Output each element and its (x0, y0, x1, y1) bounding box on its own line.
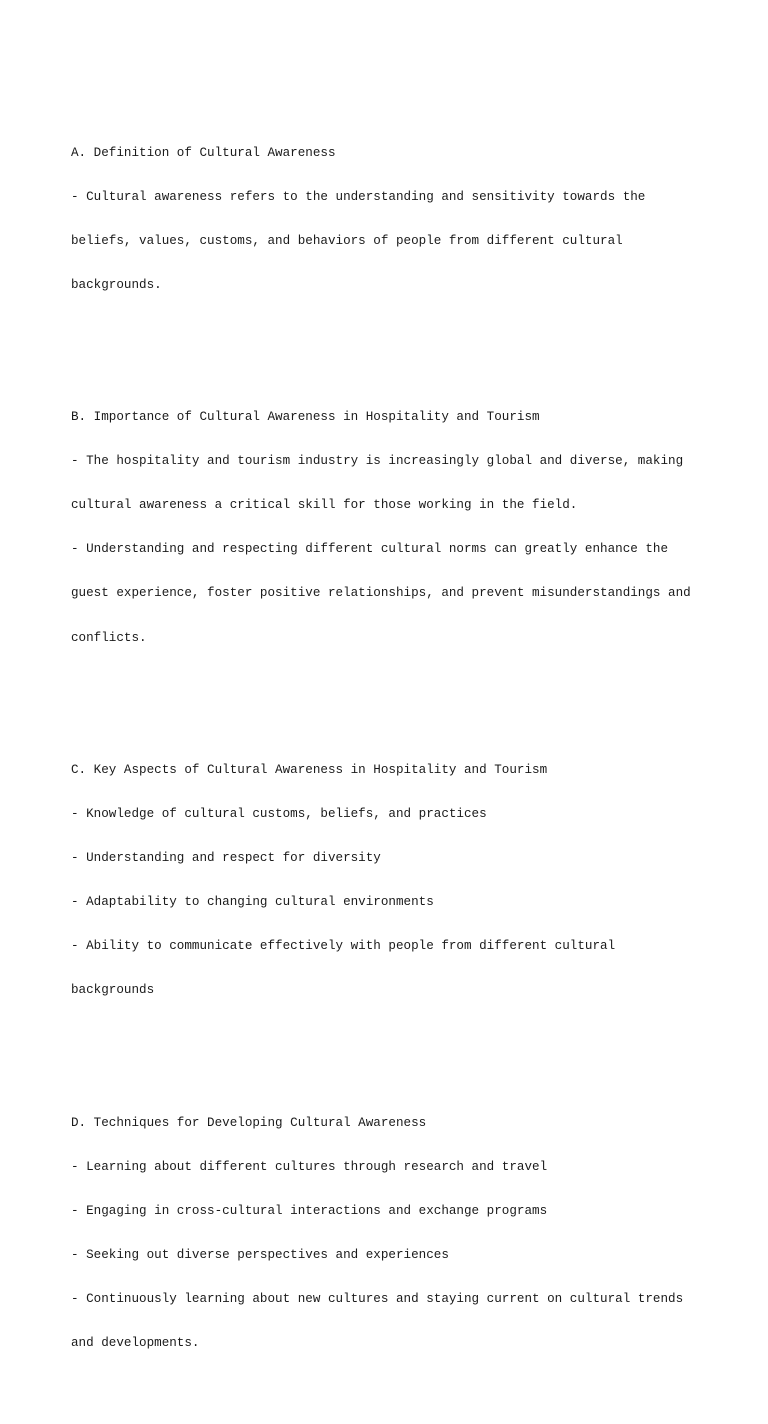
section-c-key-aspects (71, 733, 711, 1027)
text-line: cultural awareness a critical skill for those working in the field. (71, 498, 578, 513)
section-heading: B. Importance of Cultural Awareness in Hospitality and Tourism (71, 410, 540, 425)
text-line: - Seeking out diverse perspectives and experiences (71, 1247, 449, 1262)
section-heading: C. Key Aspects of Cultural Awareness in Hospitality and Tourism (71, 762, 548, 777)
text-line: - Adaptability to changing cultural environments (71, 895, 434, 910)
section-heading: A. Definition of Cultural Awareness (71, 145, 336, 160)
document-page (71, 72, 711, 1424)
section-heading: D. Techniques for Developing Cultural Awareness (71, 1115, 427, 1130)
text-line: - Learning about different cultures through research and travel (71, 1159, 548, 1174)
text-line: backgrounds. (71, 277, 162, 292)
text-line: guest experience, foster positive relationships, and prevent misunderstandings and (71, 586, 691, 601)
text-line: conflicts. (71, 630, 147, 645)
section-d-techniques (71, 1086, 711, 1380)
text-line: - The hospitality and tourism industry is increasingly global and diverse, making (71, 454, 684, 469)
text-line: - Knowledge of cultural customs, beliefs, and practices (71, 806, 487, 821)
text-line: backgrounds (71, 983, 155, 998)
text-line: - Ability to communicate effectively with people from different cultural (71, 939, 616, 954)
text-line: - Engaging in cross-cultural interactions and exchange programs (71, 1203, 548, 1218)
text-line: beliefs, values, customs, and behaviors of people from different cultural (71, 233, 623, 248)
text-line: - Understanding and respect for diversity (71, 851, 381, 866)
text-line: - Cultural awareness refers to the understanding and sensitivity towards the (71, 189, 646, 204)
text-line: - Understanding and respecting different cultural norms can greatly enhance the (71, 542, 669, 557)
section-b-importance (71, 381, 711, 675)
text-line: and developments. (71, 1336, 200, 1351)
section-a-definition (71, 116, 711, 322)
text-line: - Continuously learning about new cultures and staying current on cultural trends (71, 1292, 684, 1306)
